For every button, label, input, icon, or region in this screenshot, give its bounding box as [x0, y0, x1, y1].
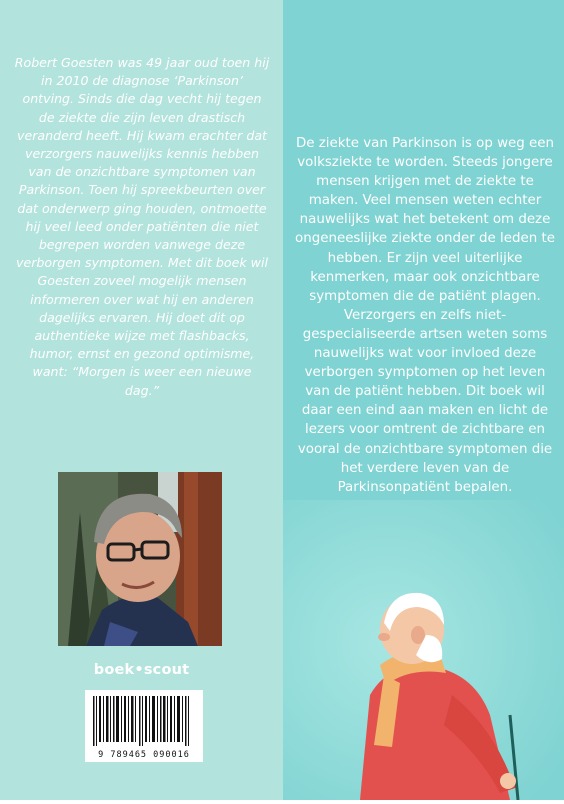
barcode-bars [85, 690, 203, 750]
isbn-barcode [85, 690, 203, 762]
author-photo [58, 472, 222, 646]
book-blurb: De ziekte van Parkinson is op weg een volksziekte te worden. Steeds jongere mensen krijgen met de ziekte te maken. Veel mensen weten echter nauwelijks wat het betekent om deze ongeneeslijke ziekte onder de leden te hebben. Er zijn veel uiterlijke kenmerken, maar ook onzichtbare symptomen die de patiënt plagen. Verzorgers en zelfs niet-gespecialiseerde artsen weten soms nauwelijks wat voor invloed deze verborgen symptomen op het leven van de patiënt hebben. Dit boek wil daar een eind aan maken en licht de lezers voor omtrent de zichtbare en vooral de onzichtbare symptomen die het verdere leven van de Parkinsonpatiënt bepalen. [295, 136, 555, 495]
elderly-man-drawing [340, 575, 564, 800]
barcode-number: 9 789465 090016 [98, 750, 190, 760]
author-bio: Robert Goesten was 49 jaar oud toen hij in 2010 de diagnose ‘Parkinson’ ontving. Sinds die dag vecht hij tegen de ziekte die zijn leven drastisch veranderd heeft. Hij kwam erachter dat verzorgers nauwelijks kennis hebben van de onzichtbare symptomen van Parkinson. Toen hij spreekbeurten over dat onderwerp ging houden, ontmoette hij veel leed onder patiënten die niet begrepen worden vanwege deze verborgen symptomen. Met dit boek wil Goesten zoveel mogelijk mensen informeren over wat hij en anderen dagelijks ervaren. Hij doet dit op authentieke wijze met flashbacks, humor, ernst en gezond optimisme, want: “Morgen is weer een nieuwe dag.” [14, 55, 270, 398]
author-photo-image [58, 472, 222, 646]
publisher-logo: boek•scout [93, 662, 190, 678]
elderly-man-illustration [340, 575, 564, 800]
